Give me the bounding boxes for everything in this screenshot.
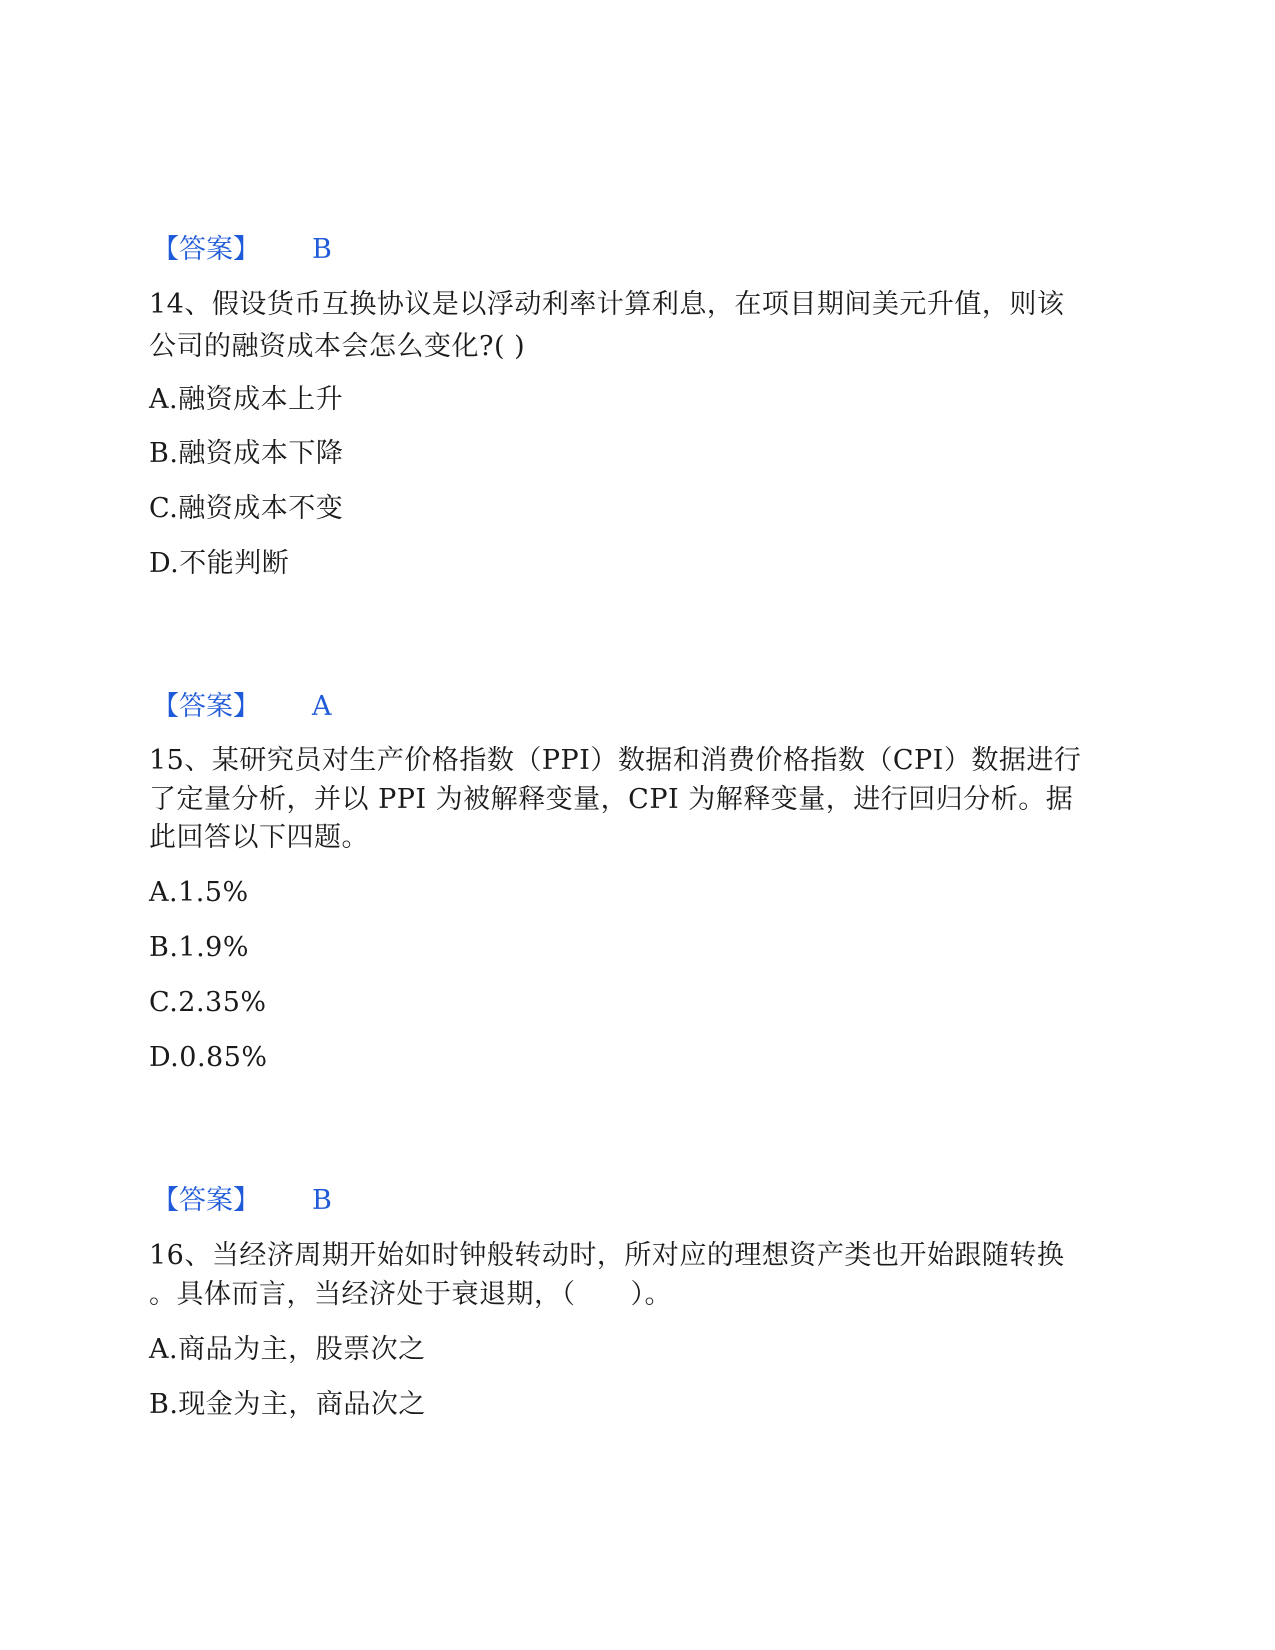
answer-line bbox=[152, 687, 332, 727]
question-text: 此回答以下四题。 bbox=[149, 822, 369, 853]
option: B.融资成本下降 bbox=[149, 438, 344, 469]
question-text: 。具体而言，当经济处于衰退期，（ ）。 bbox=[149, 1279, 672, 1310]
option: A.融资成本上升 bbox=[149, 384, 344, 415]
answer-value: A bbox=[312, 691, 332, 722]
question-text: 14、假设货币互换协议是以浮动利率计算利息，在项目期间美元升值，则该 bbox=[149, 289, 1065, 320]
option: D.0.85% bbox=[149, 1042, 268, 1073]
option: A.1.5% bbox=[149, 877, 249, 908]
question-text: 16、当经济周期开始如时钟般转动时，所对应的理想资产类也开始跟随转换 bbox=[149, 1240, 1065, 1271]
answer-label: 【答案】 bbox=[152, 234, 260, 265]
option: B.现金为主，商品次之 bbox=[149, 1389, 426, 1420]
answer-line bbox=[152, 230, 332, 270]
question-text: 15、某研究员对生产价格指数（PPI）数据和消费价格指数（CPI）数据进行 bbox=[149, 745, 1082, 776]
question-text: 了定量分析，并以 PPI 为被解释变量，CPI 为解释变量，进行回归分析。据 bbox=[149, 784, 1074, 815]
answer-label: 【答案】 bbox=[152, 691, 260, 722]
option: B.1.9% bbox=[149, 932, 250, 963]
answer-label: 【答案】 bbox=[152, 1185, 260, 1216]
option: A.商品为主，股票次之 bbox=[149, 1334, 426, 1365]
answer-value: B bbox=[312, 234, 332, 265]
question-text: 公司的融资成本会怎么变化?( ) bbox=[149, 331, 526, 362]
option: C.融资成本不变 bbox=[149, 493, 344, 524]
option: C.2.35% bbox=[149, 987, 267, 1018]
answer-line bbox=[152, 1181, 332, 1221]
answer-value: B bbox=[312, 1185, 332, 1216]
option: D.不能判断 bbox=[149, 548, 290, 579]
